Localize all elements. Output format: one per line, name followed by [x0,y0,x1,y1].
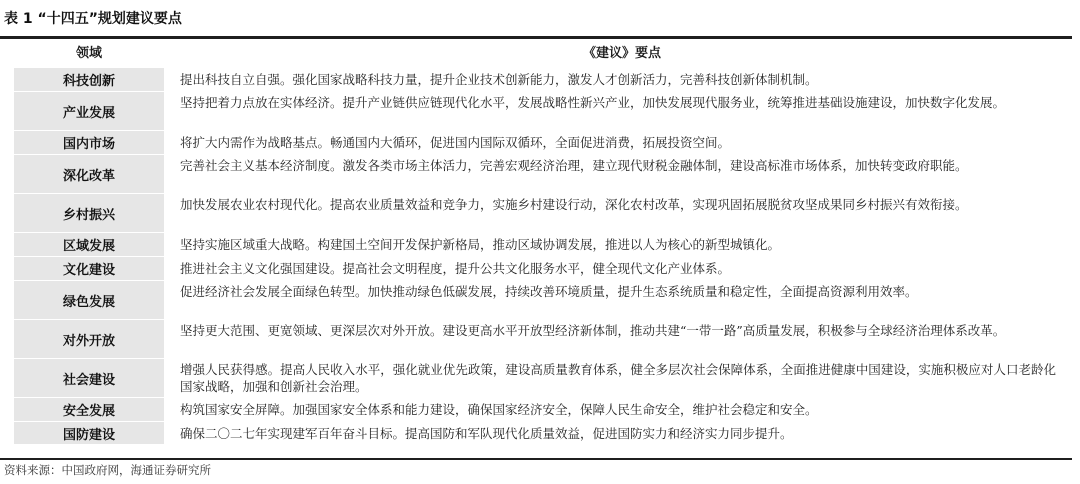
row-domain: 国防建设 [14,422,164,444]
row-domain: 区域发展 [14,233,164,256]
row-points: 坚持把着力点放在实体经济。提升产业链供应链现代化水平，发展战略性新兴产业，加快发展现代服务业，统筹推进基础设施建设，加快数字化发展。 [180,95,1006,110]
table-bottom-rule [0,458,1072,460]
row-points: 确保二〇二七年实现建军百年奋斗目标。提高国防和军队现代化质量效益，促进国防实力和经济实力同步提升。 [180,426,793,441]
row-domain: 乡村振兴 [14,194,164,232]
table-row [0,92,1072,131]
table-row [0,68,1072,92]
table-body [0,68,1072,445]
source-note: 资料来源：中国政府网，海通证券研究所 [4,463,211,477]
table-title: 表 1 “十四五”规划建议要点 [4,11,182,27]
table-row [0,233,1072,257]
header-points: 《建议》要点 [582,46,661,61]
row-points: 构筑国家安全屏障。加强国家安全体系和能力建设，确保国家经济安全，保障人民生命安全，维护社会稳定和安全。 [180,402,818,417]
row-points: 坚持实施区域重大战略。构建国土空间开发保护新格局，推动区域协调发展，推进以人为核心的新型城镇化。 [180,237,781,252]
row-domain: 绿色发展 [14,281,164,319]
row-domain: 社会建设 [14,359,164,397]
table-row [0,155,1072,194]
row-points: 坚持更大范围、更宽领域、更深层次对外开放。建设更高水平开放型经济新体制，推动共建“一带一路”高质量发展，积极参与全球经济治理体系改革。 [180,323,1006,338]
table-header [0,39,1072,68]
table-row [0,359,1072,398]
row-domain: 文化建设 [14,257,164,280]
row-points: 完善社会主义基本经济制度。激发各类市场主体活力，完善宏观经济治理，建立现代财税金融体制，建设高标准市场体系，加快转变政府职能。 [180,158,968,173]
row-domain: 安全发展 [14,398,164,421]
row-domain: 产业发展 [14,92,164,130]
header-domain: 领域 [75,46,102,61]
table-row [0,131,1072,155]
table-row [0,194,1072,233]
row-points: 增强人民获得感。提高人民收入水平，强化就业优先政策，建设高质量教育体系，健全多层次社会保障体系，全面推进健康中国建设，实施积极应对人口老龄化国家战略，加强和创新社会治理。 [180,362,1056,394]
table-row [0,257,1072,281]
row-points: 推进社会主义文化强国建设。提高社会文明程度，提升公共文化服务水平，健全现代文化产业体系。 [180,261,731,276]
row-domain: 对外开放 [14,320,164,358]
row-points: 提出科技自立自强。强化国家战略科技力量，提升企业技术创新能力，激发人才创新活力，完善科技创新体制机制。 [180,72,818,87]
table-row [0,320,1072,359]
table-row [0,281,1072,320]
table-row [0,398,1072,422]
row-domain: 科技创新 [14,68,164,91]
row-points: 促进经济社会发展全面绿色转型。加快推动绿色低碳发展，持续改善环境质量，提升生态系统质量和稳定性，全面提高资源利用效率。 [180,284,918,299]
row-points: 加快发展农业农村现代化。提高农业质量效益和竞争力，实施乡村建设行动，深化农村改革，实现巩固拓展脱贫攻坚成果同乡村振兴有效衔接。 [180,197,968,212]
row-domain: 深化改革 [14,155,164,193]
row-domain: 国内市场 [14,131,164,154]
row-points: 将扩大内需作为战略基点。畅通国内大循环，促进国内国际双循环，全面促进消费，拓展投资空间。 [180,135,731,150]
table-row [0,422,1072,445]
